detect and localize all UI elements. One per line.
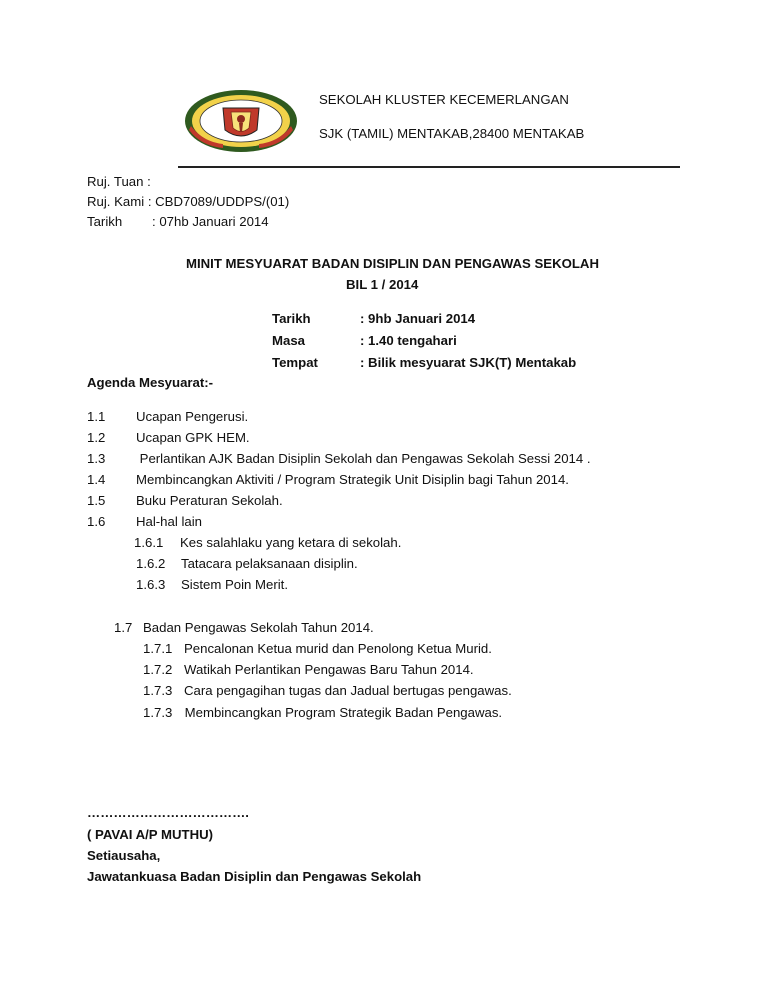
meeting-place-value: : Bilik mesyuarat SJK(T) Mentakab bbox=[360, 355, 577, 370]
sub-agenda-number: 1.7.1 bbox=[143, 641, 173, 656]
sub-agenda-number: 1.6.2 bbox=[136, 556, 166, 571]
agenda-item: Membincangkan Aktiviti / Program Strategik Unit Disiplin bagi Tahun 2014. bbox=[136, 472, 569, 487]
sub-agenda-number: 1.7.2 bbox=[143, 662, 173, 677]
sub-agenda-item: Membincangkan Program Strategik Badan Pengawas. bbox=[181, 705, 503, 720]
sub-agenda-item: Watikah Perlantikan Pengawas Baru Tahun 2014. bbox=[184, 662, 474, 677]
sub-agenda-item: Tatacara pelaksanaan disiplin. bbox=[181, 556, 358, 571]
signatory-name: ( PAVAI A/P MUTHU) bbox=[87, 827, 214, 842]
sub-agenda-number: 1.7.3 bbox=[143, 705, 173, 720]
agenda-number: 1.2 bbox=[87, 430, 106, 445]
meeting-date-label: Tarikh bbox=[272, 311, 311, 326]
signatory-role: Setiausaha, bbox=[87, 848, 161, 863]
sub-agenda-item: Pencalonan Ketua murid dan Penolong Ketua Murid. bbox=[184, 641, 492, 656]
meeting-time-label: Masa bbox=[272, 333, 305, 348]
school-name-line-1: SEKOLAH KLUSTER KECEMERLANGAN bbox=[319, 92, 569, 107]
agenda-number: 1.1 bbox=[87, 409, 106, 424]
agenda-heading: Agenda Mesyuarat:- bbox=[87, 375, 214, 390]
agenda-item: Hal-hal lain bbox=[136, 514, 202, 529]
meeting-date-value: : 9hb Januari 2014 bbox=[360, 311, 476, 326]
sub-agenda-item: Kes salahlaku yang ketara di sekolah. bbox=[180, 535, 402, 550]
tarikh-value: : 07hb Januari 2014 bbox=[152, 214, 269, 229]
meeting-time-value: : 1.40 tengahari bbox=[360, 333, 457, 348]
sub-agenda-number: 1.6.1 bbox=[134, 535, 164, 550]
meeting-place-label: Tempat bbox=[272, 355, 318, 370]
agenda-number: 1.5 bbox=[87, 493, 106, 508]
ruj-kami: Ruj. Kami : CBD7089/UDDPS/(01) bbox=[87, 194, 290, 209]
signatory-committee: Jawatankuasa Badan Disiplin dan Pengawas Sekolah bbox=[87, 869, 422, 884]
agenda-item: Buku Peraturan Sekolah. bbox=[136, 493, 283, 508]
agenda-item: Ucapan Pengerusi. bbox=[136, 409, 249, 424]
agenda-item: Badan Pengawas Sekolah Tahun 2014. bbox=[143, 620, 374, 635]
sub-agenda-item: Sistem Poin Merit. bbox=[181, 577, 288, 592]
ruj-tuan: Ruj. Tuan : bbox=[87, 174, 151, 189]
agenda-item: Perlantikan AJK Badan Disiplin Sekolah dan Pengawas Sekolah Sessi 2014 . bbox=[136, 451, 591, 466]
tarikh-label: Tarikh bbox=[87, 214, 123, 229]
agenda-number: 1.3 bbox=[87, 451, 106, 466]
school-crest-logo bbox=[183, 88, 299, 154]
agenda-number: 1.7 bbox=[114, 620, 133, 635]
minutes-title: MINIT MESYUARAT BADAN DISIPLIN DAN PENGAWAS SEKOLAH bbox=[186, 256, 599, 271]
sub-agenda-number: 1.7.3 bbox=[143, 683, 173, 698]
minutes-number: BIL 1 / 2014 bbox=[346, 277, 419, 292]
school-address-line: SJK (TAMIL) MENTAKAB,28400 MENTAKAB bbox=[319, 126, 585, 141]
signature-line: ………………………………. bbox=[87, 805, 249, 820]
sub-agenda-item: Cara pengagihan tugas dan Jadual bertugas pengawas. bbox=[184, 683, 512, 698]
agenda-item: Ucapan GPK HEM. bbox=[136, 430, 250, 445]
agenda-number: 1.6 bbox=[87, 514, 106, 529]
sub-agenda-number: 1.6.3 bbox=[136, 577, 166, 592]
agenda-number: 1.4 bbox=[87, 472, 106, 487]
header-divider bbox=[178, 166, 680, 168]
